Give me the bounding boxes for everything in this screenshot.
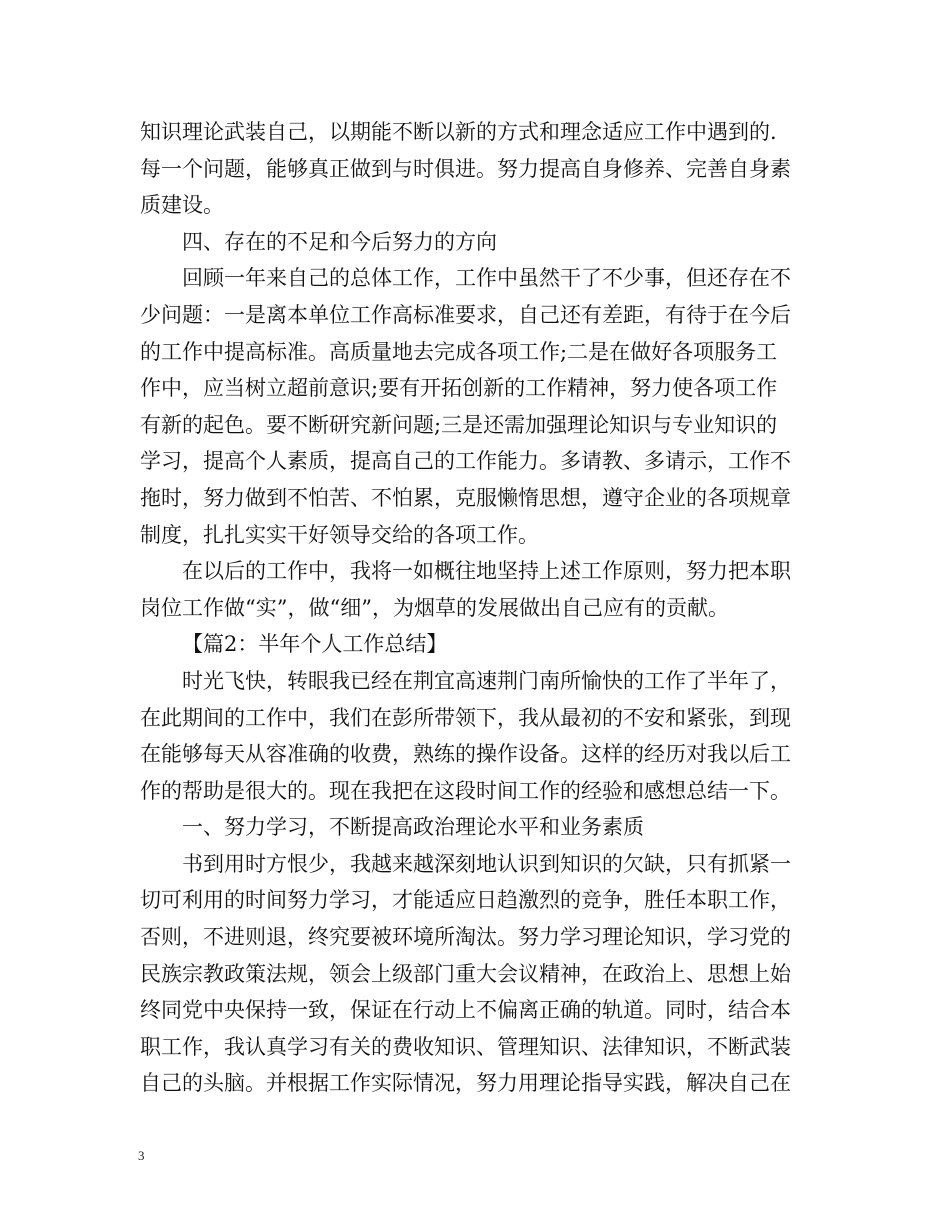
text-line: 在能够每天从容准确的收费，熟练的操作设备。这样的经历对我以后工 [140,742,791,767]
page-number: 3 [138,1148,145,1163]
text-line: 知识理论武装自己，以期能不断以新的方式和理念适应工作中遇到的. [140,120,777,144]
text-line: 在此期间的工作中，我们在彭所带领下，我从最初的不安和紧张，到现 [140,705,791,730]
text-line: 终同党中央保持一致，保证在行动上不偏离正确的轨道。同时，结合本 [140,998,791,1023]
text-line: 回顾一年来自己的总体工作，工作中虽然干了不少事，但还存在不 [182,266,791,291]
text-line: 少问题：一是离本单位工作高标准要求，自己还有差距，有待于在今后 [140,302,791,327]
text-line: 否则，不进则退，终究要被环境所淘汰。努力学习理论知识，学习党的 [140,925,791,950]
text-line: 在以后的工作中，我将一如概往地坚持上述工作原则，努力把本职 [182,559,791,584]
section-heading: 四、存在的不足和今后努力的方向 [182,229,497,254]
text-line: 质建设。 [140,193,224,218]
text-line: 时光飞快，转眼我已经在荆宜高速荆门南所愉快的工作了半年了， [182,668,791,693]
text-line: 切可利用的时间努力学习，才能适应日趋激烈的竞争，胜任本职工作， [140,888,791,913]
text-line: 自己的头脑。并根据工作实际情况，努力用理论指导实践，解决自己在 [140,1071,791,1096]
text-line: 作的帮助是很大的。现在我把在这段时间工作的经验和感想总结一下。 [140,778,791,803]
text-line: 的工作中提高标准。高质量地去完成各项工作;二是在做好各项服务工 [140,339,778,364]
text-line: 拖时，努力做到不怕苦、不怕累，克服懒惰思想，遵守企业的各项规章 [140,485,791,510]
text-line: 书到用时方恨少，我越来越深刻地认识到知识的欠缺，只有抓紧一 [182,851,791,876]
text-line: 每一个问题，能够真正做到与时俱进。努力提高自身修养、完善自身素 [140,156,791,181]
text-line: 制度，扎扎实实干好领导交给的各项工作。 [140,522,539,547]
text-line: 作中，应当树立超前意识;要有开拓创新的工作精神，努力使各项工作 [140,376,778,401]
text-line: 职工作，我认真学习有关的费收知识、管理知识、法律知识，不断武装 [140,1034,791,1059]
document-body [140,114,816,1102]
section-heading: 一、努力学习，不断提高政治理论水平和业务素质 [182,815,644,840]
article-title: 【篇2：半年个人工作总结】 [182,632,448,657]
text-line: 有新的起色。要不断研究新问题;三是还需加强理论知识与专业知识的 [140,412,778,437]
text-line: 学习，提高个人素质，提高自己的工作能力。多请教、多请示，工作不 [140,449,791,474]
text-line: 岗位工作做“实”，做“细”，为烟草的发展做出自己应有的贡献。 [140,595,729,620]
text-line: 民族宗教政策法规，领会上级部门重大会议精神，在政治上、思想上始 [140,961,791,986]
